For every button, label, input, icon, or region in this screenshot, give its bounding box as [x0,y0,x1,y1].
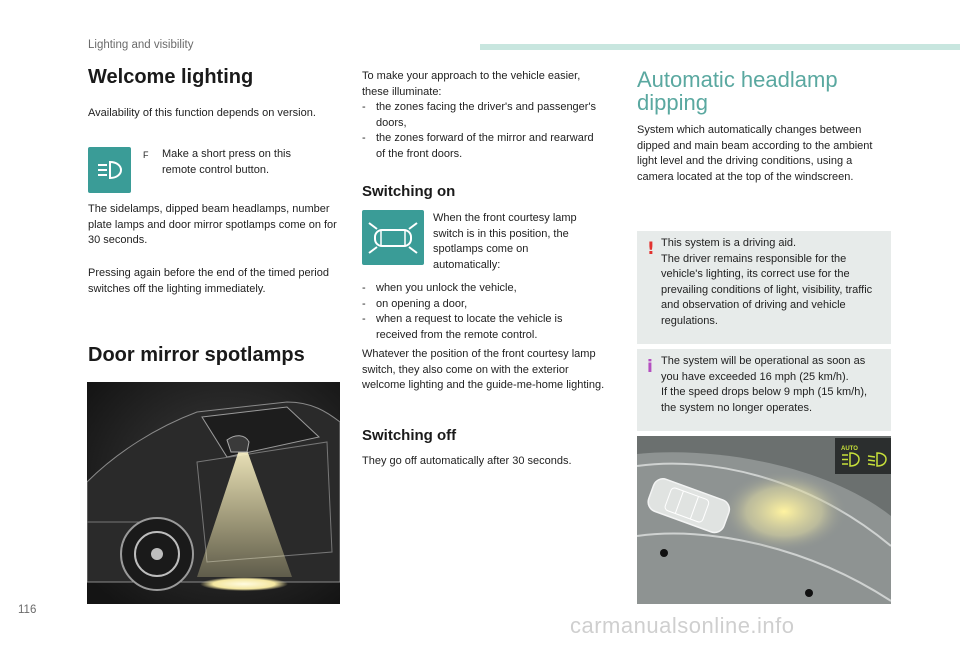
welcome-lighting-heading: Welcome lighting [88,66,254,88]
switching-on-list [362,281,602,343]
headlamp-remote-icon [88,147,131,193]
list-item: - the zones facing the driver's and passenger's doors, [362,100,602,131]
heading-line-1: Automatic headlamp [637,67,838,92]
warning-line: The driver remains responsible for the vehicle's lighting, its correct use for the prevailing conditions of light, visibility, traffic and observation of driving and vehicle regulations. [661,252,873,327]
list-item: - on opening a door, [362,297,602,313]
info-line: The system will be operational as soon as you have exceeded 16 mph (25 km/h). [661,355,866,383]
approach-intro-text: To make your approach to the vehicle easier, these illuminate: [362,70,581,98]
warning-note [637,231,891,344]
automatic-headlamp-dipping-heading [637,68,838,114]
warning-line: This system is a driving aid. [661,237,797,249]
warning-text [661,236,885,329]
courtesy-switch-text: When the front courtesy lamp switch is in this position, the spotlamps come on automatically: [433,212,577,271]
remote-instruction-text: Make a short press on this remote control button. [162,148,292,176]
sidelamps-text: The sidelamps, dipped beam headlamps, number plate lamps and door mirror spotlamps come on for 30 seconds. [88,203,337,246]
availability-text: Availability of this function depends on version. [88,107,316,119]
warning-icon: ! [647,239,655,259]
switching-off-heading: Switching off [362,427,457,444]
headlamp-icon [95,158,125,182]
auto-indicator-label: AUTO [841,446,858,452]
section-accent-bar [480,44,960,50]
instruction-marker: F [143,150,149,160]
auto-dipping-illustration [637,436,891,604]
illuminate-list [362,100,602,162]
pressing-again-text: Pressing again before the end of the timed period switches off the lighting immediately. [88,267,329,295]
list-item: - the zones forward of the mirror and rearward of the front doors. [362,131,602,162]
watermark: carmanualsonline.info [570,613,795,638]
switching-on-heading: Switching on [362,183,456,200]
section-label: Lighting and visibility [88,39,194,51]
list-item: - when a request to locate the vehicle is received from the remote control. [362,312,602,343]
system-description-text: System which automatically changes between dipped and main beam according to the ambient light level and the driving conditions, using a camera located at the top of the windscreen. [637,124,873,183]
info-text [661,354,885,416]
whatever-position-text: Whatever the position of the front courtesy lamp switch, they also come on with the exterior welcome lighting and the guide-me-home lighting. [362,348,605,391]
page-number: 116 [18,604,37,616]
info-line: If the speed drops below 9 mph (15 km/h), the system no longer operates. [661,386,868,414]
door-mirror-spotlamp-illustration [87,382,340,604]
list-item: - when you unlock the vehicle, [362,281,602,297]
heading-line-2: dipping [637,90,708,115]
door-mirror-spotlamps-heading: Door mirror spotlamps [88,344,305,366]
switching-off-text: They go off automatically after 30 seconds. [362,455,572,467]
courtesy-lamp-switch-icon [362,210,424,265]
info-note [637,349,891,431]
car-door-icon [367,218,419,258]
info-icon: i [647,357,653,377]
